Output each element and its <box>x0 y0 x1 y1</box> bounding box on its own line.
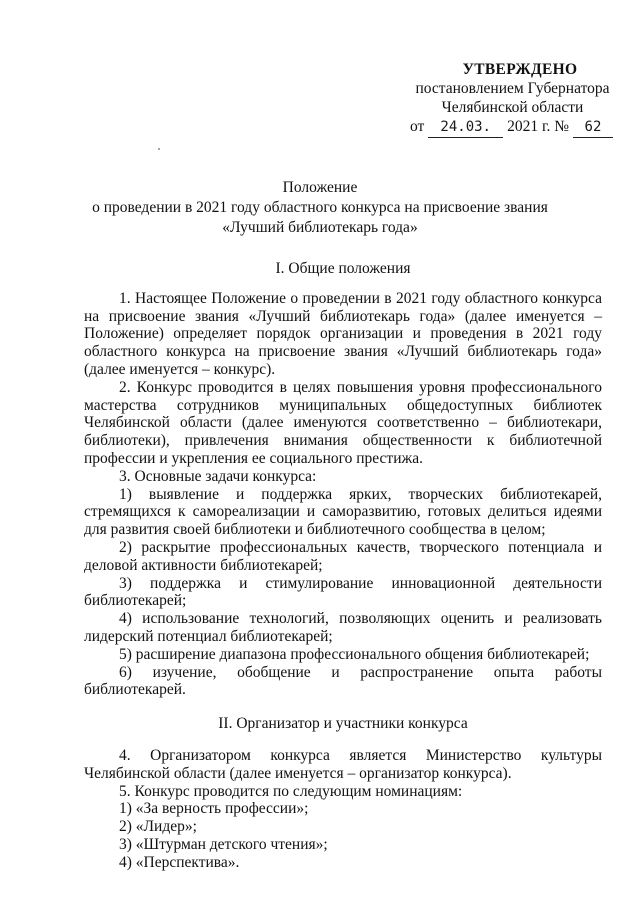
approval-line-2: Челябинской области <box>441 99 584 116</box>
from-label: от <box>410 118 425 135</box>
paragraph: 2. Конкурс проводится в целях повышения уровня профессионального мастерства сотрудников муниципальных общедоступных библиотек Челябинской области (далее именуются соответственно – библиотекари, библиотеки), привлечения внимания общественности к библиотечной профессии и укрепления ее социального престижа. <box>84 378 602 467</box>
paragraph: 1) «За верность профессии»; <box>119 800 309 818</box>
paragraph: 4. Организатором конкурса является Министерство культуры Челябинской области (далее именуется – организатор конкурса). <box>84 746 602 782</box>
approved-label: УТВЕРЖДЕНО <box>462 61 578 78</box>
paragraph: 3) поддержка и стимулирование инновационной деятельности библиотекарей; <box>84 574 602 610</box>
title-line-3: «Лучший библиотекарь года» <box>222 219 418 236</box>
paragraph: 3. Основные задачи конкурса: <box>119 467 317 485</box>
paragraph: 2) раскрытие профессиональных качеств, творческого потенциала и деловой активности библиотекарей; <box>84 538 602 574</box>
paragraph: 1) выявление и поддержка ярких, творческих библиотекарей, стремящихся к самореализации и саморазвитию, готовых делиться идеями для развития своей библиотеки и библиотечного сообщества в целом; <box>84 485 602 539</box>
scan-speck <box>158 148 160 150</box>
approval-dateline <box>405 117 620 138</box>
paragraph: 4) использование технологий, позволяющих оценить и реализовать лидерский потенциал библиотекарей; <box>84 610 602 645</box>
paragraph: 2) «Лидер»; <box>119 818 197 836</box>
approval-line-1: постановлением Губернатора <box>415 80 610 97</box>
approval-number: 62 <box>573 118 613 138</box>
paragraph: 1. Настоящее Положение о проведении в 2021 году областного конкурса на присвоение звания «Лучший библиотекарь года» (далее именуется – Положение) определяет порядок организации и проведения в 2021 году областного конкурса на присвоение звания «Лучший библиотекарь года» (далее именуется – конкурс). <box>84 289 602 378</box>
document-title <box>0 178 640 238</box>
paragraph: 5. Конкурс проводится по следующим номинациям: <box>119 782 463 800</box>
document-body <box>84 260 602 872</box>
approval-date: 24.03. <box>428 118 503 138</box>
approval-year: 2021 г. № <box>507 118 570 135</box>
title-line-2: о проведении в 2021 году областного конкурса на присвоение звания <box>92 199 548 216</box>
paragraph: 6) изучение, обобщение и распространение опыта работы библиотекарей. <box>84 663 602 699</box>
section-2-heading: II. Организатор и участники конкурса <box>218 715 468 733</box>
paragraph: 3) «Штурман детского чтения»; <box>119 835 328 853</box>
title-line-1: Положение <box>282 179 358 196</box>
paragraph: 5) расширение диапазона профессионального общения библиотекарей; <box>119 645 590 663</box>
approval-block <box>405 60 620 138</box>
paragraph: 4) «Перспектива». <box>119 853 240 871</box>
section-1-heading: I. Общие положения <box>275 260 411 277</box>
